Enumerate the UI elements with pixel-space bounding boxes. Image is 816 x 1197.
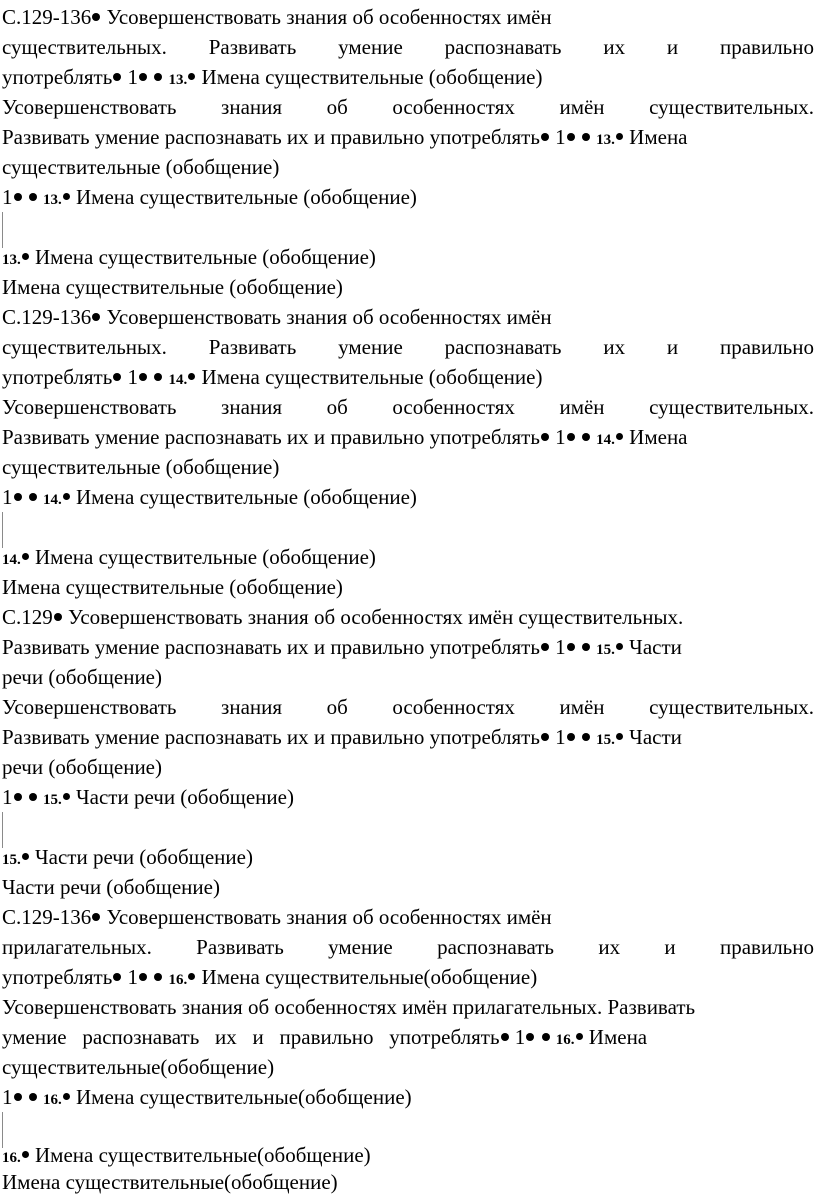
lesson-14-heading: 14. Имена существительные (обобщение) (2, 545, 376, 569)
lesson-15-number-line: 1 15. Части речи (обобщение) (2, 785, 294, 809)
lesson-14-repeat-line-1: Усовершенствовать знания об особенностях имён существительных. (2, 395, 814, 419)
bullet-icon (29, 193, 37, 201)
lesson-14-topic-line: употреблять 1 14. Имена существительные (обобщение) (2, 365, 543, 389)
bullet-icon (188, 973, 195, 980)
bullet-icon (541, 433, 549, 441)
bullet-icon (576, 1033, 583, 1040)
bullet-icon (113, 73, 121, 81)
lesson-14-repeat-line-2: Развивать умение распознавать их и правильно употреблять 1 14. Имена (2, 425, 688, 449)
bullet-icon (567, 733, 575, 741)
lesson-13-number-line: 1 13. Имена существительные (обобщение) (2, 185, 417, 209)
bullet-icon (113, 973, 121, 981)
lesson-13-objective-line-2: существительных. Развивать умение распознавать их и правильно (2, 35, 814, 59)
lesson-15-repeat-line-2: Развивать умение распознавать их и правильно употреблять 1 15. Части (2, 725, 682, 749)
bullet-icon (63, 493, 70, 500)
bullet-icon (616, 733, 623, 740)
bullet-icon (501, 1033, 509, 1041)
lesson-16-title: Имена существительные(обобщение) (2, 1170, 338, 1194)
lesson-14-objective-line-2: существительных. Развивать умение распознавать их и правильно (2, 335, 814, 359)
bullet-icon (92, 913, 100, 921)
bullet-icon (29, 493, 37, 501)
bullet-icon (154, 73, 162, 81)
bullet-icon (541, 733, 549, 741)
lesson-13-topic-line: употреблять 1 13. Имена существительные (обобщение) (2, 65, 543, 89)
bullet-icon (63, 793, 70, 800)
lesson-15-repeat-line-3: речи (обобщение) (2, 755, 162, 779)
bullet-icon (22, 1151, 29, 1158)
lesson-15-topic-line: речи (обобщение) (2, 665, 162, 689)
bullet-icon (14, 1093, 22, 1101)
lesson-15-objective-line-1: С.129 Усовершенствовать знания об особенностях имён существительных. (2, 605, 684, 629)
lesson-16-topic-line: употреблять 1 16. Имена существительные(обобщение) (2, 965, 538, 989)
lesson-16-objective-line-2: прилагательных. Развивать умение распознавать их и правильно (2, 935, 814, 959)
lesson-13-repeat-line-2: Развивать умение распознавать их и правильно употреблять 1 13. Имена (2, 125, 688, 149)
lesson-14-number-line: 1 14. Имена существительные (обобщение) (2, 485, 417, 509)
bullet-icon (582, 733, 590, 741)
bullet-icon (92, 313, 100, 321)
lesson-14-title: Имена существительные (обобщение) (2, 575, 343, 599)
bullet-icon (63, 193, 70, 200)
bullet-icon (616, 643, 623, 650)
bullet-icon (14, 493, 22, 501)
lesson-13-repeat-line-3: существительные (обобщение) (2, 155, 280, 179)
lesson-16-objective-line-1: С.129-136 Усовершенствовать знания об особенностях имён (2, 905, 552, 929)
bullet-icon (188, 373, 195, 380)
bullet-icon (567, 133, 575, 141)
bullet-icon (63, 1093, 70, 1100)
bullet-icon (616, 433, 623, 440)
bullet-icon (22, 253, 29, 260)
lesson-15-objective-line-2: Развивать умение распознавать их и правильно употреблять 1 15. Части (2, 635, 682, 659)
lesson-16-repeat-line-1: Усовершенствовать знания об особенностях имён прилагательных. Развивать (2, 995, 696, 1019)
lesson-16-repeat-line-3: существительные(обобщение) (2, 1055, 275, 1079)
lesson-15-repeat-line-1: Усовершенствовать знания об особенностях имён существительных. (2, 695, 814, 719)
bullet-icon (92, 13, 100, 21)
lesson-13-title: Имена существительные (обобщение) (2, 275, 343, 299)
bullet-icon (582, 133, 590, 141)
lesson-15-title: Части речи (обобщение) (2, 875, 220, 899)
bullet-icon (582, 433, 590, 441)
bullet-icon (29, 793, 37, 801)
lesson-13-heading: 13. Имена существительные (обобщение) (2, 245, 376, 269)
bullet-icon (14, 793, 22, 801)
bullet-icon (567, 643, 575, 651)
bullet-icon (582, 643, 590, 651)
lesson-14-repeat-line-3: существительные (обобщение) (2, 455, 280, 479)
bullet-icon (139, 373, 147, 381)
lesson-16-heading: 16. Имена существительные(обобщение) (2, 1143, 371, 1167)
bullet-icon (526, 1033, 534, 1041)
bullet-icon (22, 853, 29, 860)
lesson-16-number-line: 1 16. Имена существительные(обобщение) (2, 1085, 412, 1109)
bullet-icon (139, 73, 147, 81)
bullet-icon (567, 433, 575, 441)
bullet-icon (154, 373, 162, 381)
bullet-icon (541, 133, 549, 141)
lesson-16-repeat-line-2: умение распознавать их и правильно употреблять 1 16. Имена (2, 1025, 648, 1049)
bullet-icon (14, 193, 22, 201)
bullet-icon (541, 643, 549, 651)
lesson-15-heading: 15. Части речи (обобщение) (2, 845, 253, 869)
bullet-icon (542, 1033, 550, 1041)
bullet-icon (54, 613, 62, 621)
bullet-icon (22, 553, 29, 560)
bullet-icon (188, 73, 195, 80)
bullet-icon (154, 973, 162, 981)
lesson-13-repeat-line-1: Усовершенствовать знания об особенностях имён существительных. (2, 95, 814, 119)
bullet-icon (139, 973, 147, 981)
bullet-icon (113, 373, 121, 381)
bullet-icon (616, 133, 623, 140)
lesson-14-objective-line-1: С.129-136 Усовершенствовать знания об особенностях имён (2, 305, 552, 329)
lesson-13-objective-line-1: С.129-136 Усовершенствовать знания об особенностях имён (2, 5, 552, 29)
bullet-icon (29, 1093, 37, 1101)
